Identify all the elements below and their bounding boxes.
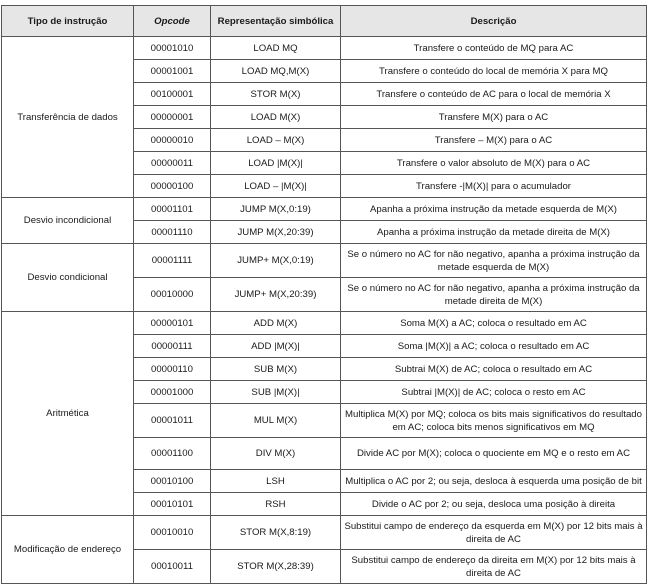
group-arithmetic: Aritmética bbox=[2, 312, 134, 516]
symbol-cell: STOR M(X,8:19) bbox=[211, 516, 341, 550]
description-cell: Apanha a próxima instrução da metade esquerda de M(X) bbox=[341, 198, 647, 221]
header-description: Descrição bbox=[341, 6, 647, 37]
description-cell: Apanha a próxima instrução da metade direita de M(X) bbox=[341, 221, 647, 244]
opcode-cell: 00001000 bbox=[134, 381, 211, 404]
description-cell: Transfere – M(X) para o AC bbox=[341, 129, 647, 152]
opcode-cell: 00000011 bbox=[134, 152, 211, 175]
group-conditional-branch: Desvio condicional bbox=[2, 244, 134, 312]
symbol-cell: ADD M(X) bbox=[211, 312, 341, 335]
table-row bbox=[2, 37, 647, 60]
opcode-cell: 00100001 bbox=[134, 83, 211, 106]
symbol-cell: JUMP M(X,0:19) bbox=[211, 198, 341, 221]
symbol-cell: STOR M(X,28:39) bbox=[211, 550, 341, 584]
description-cell: Divide AC por M(X); coloca o quociente em MQ e o resto em AC bbox=[341, 438, 647, 470]
symbol-cell: LOAD MQ,M(X) bbox=[211, 60, 341, 83]
opcode-cell: 00001010 bbox=[134, 37, 211, 60]
opcode-cell: 00010100 bbox=[134, 470, 211, 493]
symbol-cell: LOAD – |M(X)| bbox=[211, 175, 341, 198]
symbol-cell: SUB M(X) bbox=[211, 358, 341, 381]
description-cell: Substitui campo de endereço da direita em M(X) por 12 bits mais à direita de AC bbox=[341, 550, 647, 584]
opcode-cell: 00010101 bbox=[134, 493, 211, 516]
group-data-transfer: Transferência de dados bbox=[2, 37, 134, 198]
opcode-cell: 00000010 bbox=[134, 129, 211, 152]
description-cell: Subtrai |M(X)| de AC; coloca o resto em AC bbox=[341, 381, 647, 404]
description-cell: Multiplica o AC por 2; ou seja, desloca à esquerda uma posição de bit bbox=[341, 470, 647, 493]
symbol-cell: LOAD M(X) bbox=[211, 106, 341, 129]
opcode-cell: 00000001 bbox=[134, 106, 211, 129]
header-opcode: Opcode bbox=[134, 6, 211, 37]
symbol-cell: RSH bbox=[211, 493, 341, 516]
table-row bbox=[2, 312, 647, 335]
symbol-cell: LOAD MQ bbox=[211, 37, 341, 60]
description-cell: Se o número no AC for não negativo, apanha a próxima instrução da metade esquerda de M(X) bbox=[341, 244, 647, 278]
description-cell: Multiplica M(X) por MQ; coloca os bits mais significativos do resultado em AC; coloca bits menos significativos em MQ bbox=[341, 404, 647, 438]
description-cell: Transfere -|M(X)| para o acumulador bbox=[341, 175, 647, 198]
description-cell: Se o número no AC for não negativo, apanha a próxima instrução da metade direita de M(X) bbox=[341, 278, 647, 312]
opcode-cell: 00010011 bbox=[134, 550, 211, 584]
symbol-cell: LSH bbox=[211, 470, 341, 493]
opcode-cell: 00000110 bbox=[134, 358, 211, 381]
group-address-modification: Modificação de endereço bbox=[2, 516, 134, 584]
header-instruction-type: Tipo de instrução bbox=[2, 6, 134, 37]
table-row bbox=[2, 244, 647, 278]
table-row bbox=[2, 516, 647, 550]
opcode-cell: 00010010 bbox=[134, 516, 211, 550]
symbol-cell: MUL M(X) bbox=[211, 404, 341, 438]
opcode-cell: 00001110 bbox=[134, 221, 211, 244]
opcode-cell: 00000101 bbox=[134, 312, 211, 335]
description-cell: Transfere o conteúdo do local de memória X para MQ bbox=[341, 60, 647, 83]
symbol-cell: LOAD – M(X) bbox=[211, 129, 341, 152]
opcode-cell: 00010000 bbox=[134, 278, 211, 312]
group-unconditional-branch: Desvio incondicional bbox=[2, 198, 134, 244]
description-cell: Transfere M(X) para o AC bbox=[341, 106, 647, 129]
symbol-cell: ADD |M(X)| bbox=[211, 335, 341, 358]
table-row bbox=[2, 198, 647, 221]
symbol-cell: SUB |M(X)| bbox=[211, 381, 341, 404]
description-cell: Substitui campo de endereço da esquerda em M(X) por 12 bits mais à direita de AC bbox=[341, 516, 647, 550]
description-cell: Subtrai M(X) de AC; coloca o resultado em AC bbox=[341, 358, 647, 381]
opcode-cell: 00000100 bbox=[134, 175, 211, 198]
opcode-cell: 00001111 bbox=[134, 244, 211, 278]
description-cell: Transfere o conteúdo de AC para o local de memória X bbox=[341, 83, 647, 106]
opcode-cell: 00001101 bbox=[134, 198, 211, 221]
symbol-cell: LOAD |M(X)| bbox=[211, 152, 341, 175]
opcode-cell: 00001100 bbox=[134, 438, 211, 470]
symbol-cell: DIV M(X) bbox=[211, 438, 341, 470]
symbol-cell: JUMP+ M(X,20:39) bbox=[211, 278, 341, 312]
header-symbolic: Representação simbólica bbox=[211, 6, 341, 37]
symbol-cell: STOR M(X) bbox=[211, 83, 341, 106]
description-cell: Transfere o conteúdo de MQ para AC bbox=[341, 37, 647, 60]
description-cell: Transfere o valor absoluto de M(X) para o AC bbox=[341, 152, 647, 175]
opcode-cell: 00000111 bbox=[134, 335, 211, 358]
header-row bbox=[2, 6, 647, 37]
symbol-cell: JUMP+ M(X,0:19) bbox=[211, 244, 341, 278]
symbol-cell: JUMP M(X,20:39) bbox=[211, 221, 341, 244]
instruction-table bbox=[1, 5, 647, 584]
opcode-cell: 00001011 bbox=[134, 404, 211, 438]
opcode-cell: 00001001 bbox=[134, 60, 211, 83]
description-cell: Soma M(X) a AC; coloca o resultado em AC bbox=[341, 312, 647, 335]
description-cell: Soma |M(X)| a AC; coloca o resultado em AC bbox=[341, 335, 647, 358]
description-cell: Divide o AC por 2; ou seja, desloca uma posição à direita bbox=[341, 493, 647, 516]
